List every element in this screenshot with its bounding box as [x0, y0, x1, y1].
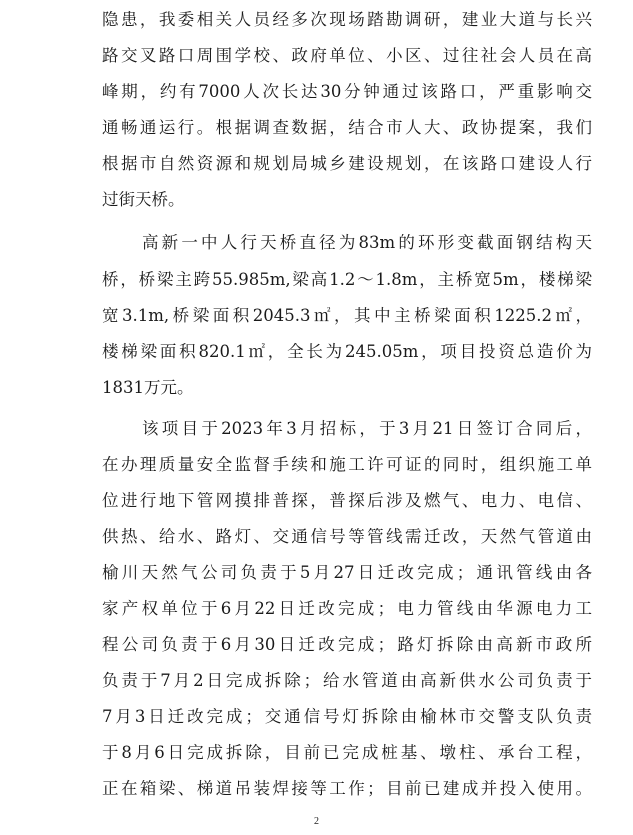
text-line: 家产权单位于6月22日迁改完成；电力管线由华源电力工 — [102, 599, 592, 618]
text-line: 正在箱梁、梯道吊装焊接等工作；目前已建成并投入使用。 — [102, 779, 592, 798]
text-line: 供热、给水、路灯、交通信号等管线需迁改，天然气管道由 — [102, 527, 592, 546]
text-line: 通畅通运行。根据调查数据，结合市人大、政协提案，我们 — [102, 118, 592, 137]
text-line: 楼梯梁面积820.1㎡，全长为245.05m，项目投资总造价为 — [102, 342, 592, 361]
text-line: 位进行地下管网摸排普探，普探后涉及燃气、电力、电信、 — [102, 491, 592, 510]
page-number: 2 — [314, 816, 319, 827]
text-line: 隐患，我委相关人员经多次现场踏勘调研，建业大道与长兴 — [102, 10, 592, 29]
text-line: 程公司负责于6月30日迁改完成；路灯拆除由高新市政所 — [102, 635, 592, 654]
text-line: 榆川天然气公司负责于5月27日迁改完成；通讯管线由各 — [102, 563, 592, 582]
text-line: 峰期，约有7000人次长达30分钟通过该路口，严重影响交 — [102, 82, 592, 101]
paragraph-first-line: 该项目于2023年3月招标，于3月21日签订合同后， — [142, 419, 592, 438]
text-line: 1831万元。 — [102, 378, 194, 397]
text-line: 桥，桥梁主跨55.985m,梁高1.2～1.8m，主桥宽5m，楼梯梁 — [102, 270, 592, 289]
text-line: 根据市自然资源和规划局城乡建设规划，在该路口建设人行 — [102, 154, 592, 173]
paragraph-first-line: 高新一中人行天桥直径为83m的环形变截面钢结构天 — [142, 233, 592, 252]
text-line: 7月3日迁改完成；交通信号灯拆除由榆林市交警支队负责 — [102, 707, 592, 726]
text-line: 在办理质量安全监督手续和施工许可证的同时，组织施工单 — [102, 455, 592, 474]
text-line: 宽3.1m,桥梁面积2045.3㎡，其中主桥梁面积1225.2㎡， — [102, 306, 592, 325]
text-line: 负责于7月2日完成拆除；给水管道由高新供水公司负责于 — [102, 671, 592, 690]
text-line: 于8月6日完成拆除，目前已完成桩基、墩柱、承台工程， — [102, 743, 592, 762]
text-line: 路交叉路口周围学校、政府单位、小区、过往社会人员在高 — [102, 46, 592, 65]
text-line: 过街天桥。 — [102, 190, 185, 209]
